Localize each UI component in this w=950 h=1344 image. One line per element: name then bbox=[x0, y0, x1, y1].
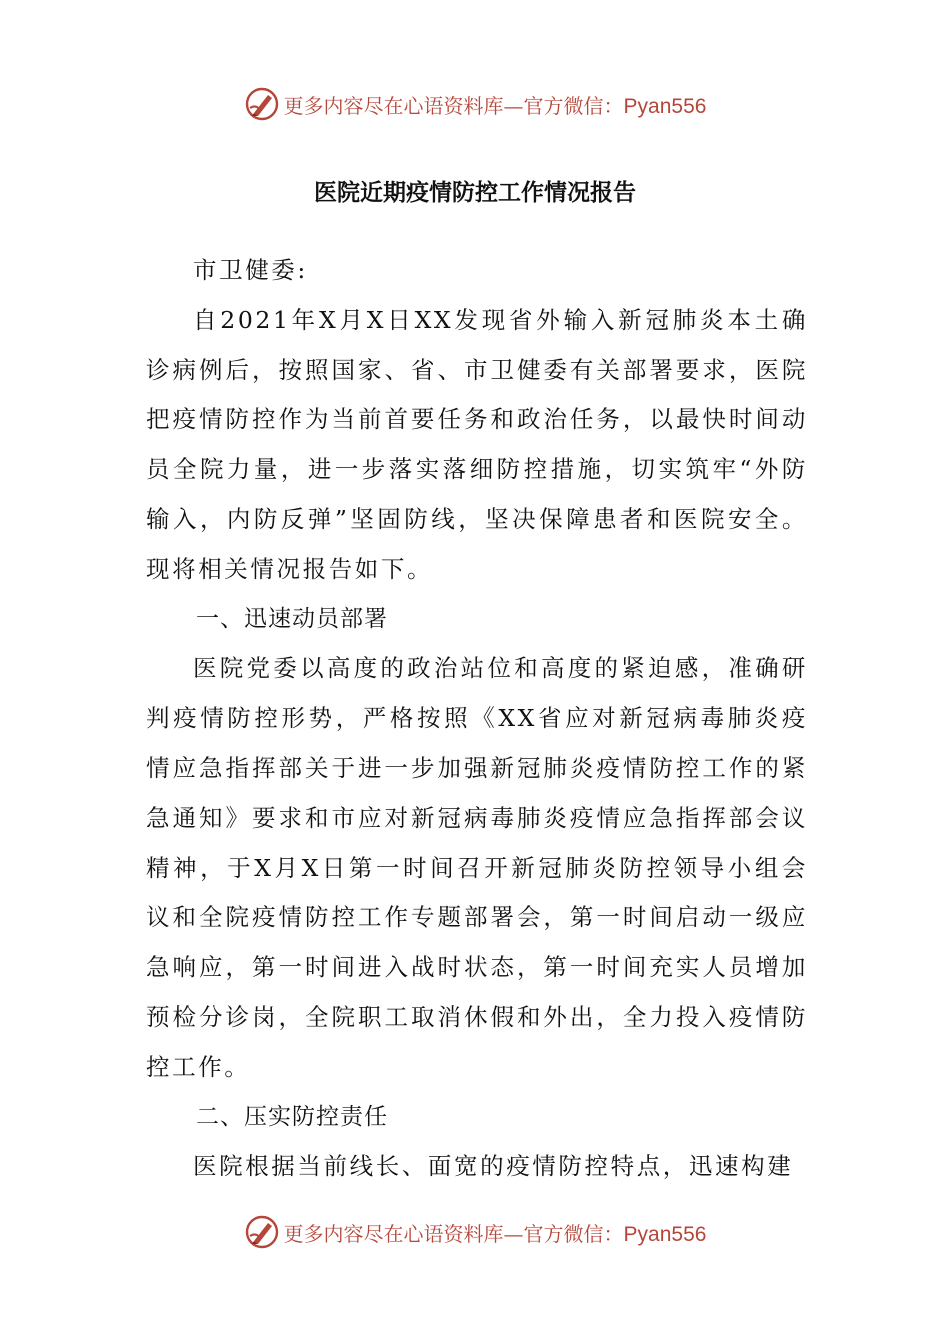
section-heading-2: 二、压实防控责任 bbox=[196, 1103, 388, 1130]
salutation: 市卫健委: bbox=[193, 256, 308, 284]
document-body bbox=[146, 246, 808, 1192]
document-title: 医院近期疫情防控工作情况报告 bbox=[314, 180, 636, 206]
pen-logo-icon bbox=[244, 1214, 280, 1250]
pen-logo-icon bbox=[244, 86, 280, 122]
header-banner bbox=[0, 84, 950, 124]
intro-paragraph: 自2021年X月X日XX发现省外输入新冠肺炎本土确诊病例后，按照国家、省、市卫健委有关部署要求，医院把疫情防控作为当前首要任务和政治任务，以最快时间动员全院力量，进一步落实落细防控措施，切实筑牢“外防输入，内防反弹”坚固防线，坚决保障患者和医院安全。现将相关情况报告如下。 bbox=[146, 305, 808, 583]
banner-text: 更多内容尽在心语资料库—官方微信：Pyan556 bbox=[283, 1221, 707, 1246]
section-heading-1: 一、迅速动员部署 bbox=[196, 605, 388, 632]
banner-text: 更多内容尽在心语资料库—官方微信：Pyan556 bbox=[283, 93, 707, 118]
footer-banner bbox=[0, 1212, 950, 1252]
wechat-id: Pyan556 bbox=[623, 1222, 707, 1246]
wechat-id: Pyan556 bbox=[623, 94, 707, 118]
section-body-2: 医院根据当前线长、面宽的疫情防控特点，迅速构建 bbox=[193, 1152, 794, 1181]
section-body-1: 医院党委以高度的政治站位和高度的紧迫感，准确研判疫情防控形势，严格按照《XX省应对新冠病毒肺炎疫情应急指挥部关于进一步加强新冠肺炎疫情防控工作的紧急通知》要求和市应对新冠病毒肺炎疫情应急指挥部会议精神，于X月X日第一时间召开新冠肺炎防控领导小组会议和全院疫情防控工作专题部署会，第一时间启动一级应急响应，第一时间进入战时状态，第一时间充实人员增加预检分诊岗，全院职工取消休假和外出，全力投入疫情防控工作。 bbox=[146, 654, 808, 1081]
